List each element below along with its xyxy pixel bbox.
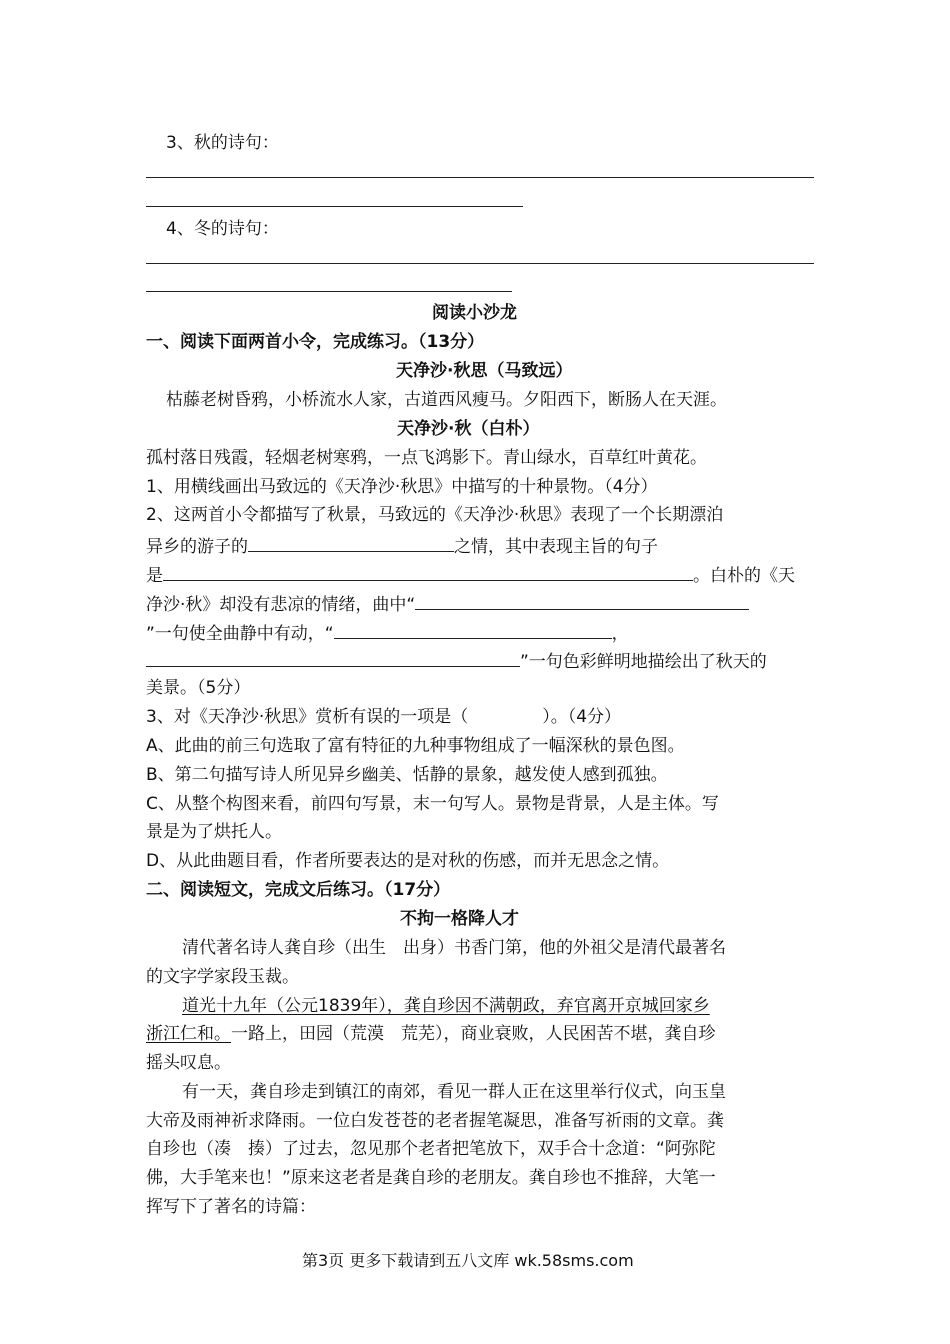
paragraph-line: 有一天，龚自珍走到镇江的南郊，看见一群人正在这里举行仪式，向玉皇 xyxy=(182,1082,726,1102)
answer-blank[interactable] xyxy=(334,620,612,639)
paragraph-line: 的文字学家段玉裁。 xyxy=(146,967,299,987)
poem1-text: 枯藤老树昏鸦，小桥流水人家，古道西风瘦马。夕阳西下，断肠人在天涯。 xyxy=(166,390,727,410)
paragraph-line: 佛，大手笔来也！”原来这老者是龚自珍的老朋友。龚自珍也不推辞，大笔一 xyxy=(146,1168,716,1188)
question-2-line: 美景。（5分） xyxy=(146,678,251,698)
q4-label: 4、冬的诗句： xyxy=(166,219,279,239)
text-fragment: 净沙·秋》却没有悲凉的情绪，曲中“ xyxy=(146,595,416,615)
answer-line[interactable] xyxy=(146,177,814,178)
q3-label: 3、秋的诗句： xyxy=(166,133,279,153)
answer-line[interactable] xyxy=(146,206,523,207)
question-2-line xyxy=(146,620,629,645)
text-fragment: 3、对《天净沙·秋思》赏析有误的一项是（ xyxy=(146,707,469,727)
answer-blank[interactable] xyxy=(415,591,749,610)
paragraph-line: 摇头叹息。 xyxy=(146,1053,231,1073)
section-title: 阅读小沙龙 xyxy=(432,303,517,323)
paragraph-line: 道光十九年（公元1839年），龚自珍因不满朝政，弃官离开京城回家乡 xyxy=(182,996,710,1016)
answer-blank[interactable] xyxy=(146,648,520,667)
page-footer: 第3页 更多下载请到五八文库 wk.58sms.com xyxy=(302,1251,634,1270)
text-fragment: 之情，其中表现主旨的句子 xyxy=(454,537,658,557)
poem1-title: 天净沙·秋思（马致远） xyxy=(396,361,573,381)
option-c: 景是为了烘托人。 xyxy=(146,822,282,842)
question-2-line xyxy=(146,533,658,558)
question-3 xyxy=(146,706,621,728)
question-2-line xyxy=(146,562,795,587)
text-fragment: 。白朴的《天 xyxy=(693,566,795,586)
answer-blank[interactable] xyxy=(248,533,454,552)
answer-line[interactable] xyxy=(146,263,814,264)
option-b: B、第二句描写诗人所见异乡幽美、恬静的景象，越发使人感到孤独。 xyxy=(146,765,668,785)
text-fragment: 浙江仁和。 xyxy=(146,1024,231,1044)
question-1: 1、用横线画出马致远的《天净沙·秋思》中描写的十种景物。（4分） xyxy=(146,477,658,497)
paragraph-line: 挥写下了著名的诗篇： xyxy=(146,1197,316,1217)
option-c: C、从整个构图来看，前四句写景，末一句写人。景物是背景，人是主体。写 xyxy=(146,794,719,814)
question-2-line: 2、这两首小令都描写了秋景，马致远的《天净沙·秋思》表现了一个长期漂泊 xyxy=(146,505,724,525)
part2-heading: 二、阅读短文，完成文后练习。（17分） xyxy=(146,880,451,900)
paragraph-line: 自珍也（凑 揍）了过去，忽见那个老者把笔放下，双手合十念道：“阿弥陀 xyxy=(146,1139,716,1159)
text-fragment: ， xyxy=(611,624,629,644)
text-fragment: ）。（4分） xyxy=(542,707,622,727)
text-fragment: 异乡的游子的 xyxy=(146,537,248,557)
paragraph-line xyxy=(146,1023,716,1045)
question-2-line xyxy=(146,591,749,616)
text-fragment: 是 xyxy=(146,566,163,586)
article-title: 不拘一格降人才 xyxy=(400,909,519,929)
text-fragment: ”一句使全曲静中有动，“ xyxy=(146,624,334,644)
poem2-text: 孤村落日残霞，轻烟老树寒鸦，一点飞鸿影下。青山绿水，百草红叶黄花。 xyxy=(146,448,707,468)
text-fragment: 一路上，田园（荒漠 荒芜），商业衰败，人民困苦不堪，龚自珍 xyxy=(231,1024,716,1044)
option-a: A、此曲的前三句选取了富有特征的九种事物组成了一幅深秋的景色图。 xyxy=(146,736,685,756)
poem2-title: 天净沙·秋（白朴） xyxy=(397,419,540,439)
paragraph-line: 大帝及雨神祈求降雨。一位白发苍苍的老者握笔凝思，准备写祈雨的文章。龚 xyxy=(146,1111,724,1131)
answer-line[interactable] xyxy=(146,291,512,292)
question-2-line xyxy=(146,648,767,673)
paragraph-line: 清代著名诗人龚自珍（出生 出身）书香门第，他的外祖父是清代最著名 xyxy=(182,938,726,958)
text-fragment: ”一句色彩鲜明地描绘出了秋天的 xyxy=(520,652,767,672)
part1-heading: 一、阅读下面两首小令，完成练习。（13分） xyxy=(146,332,485,352)
answer-blank[interactable] xyxy=(163,562,693,581)
option-d: D、从此曲题目看，作者所要表达的是对秋的伤感，而并无思念之情。 xyxy=(146,851,670,871)
